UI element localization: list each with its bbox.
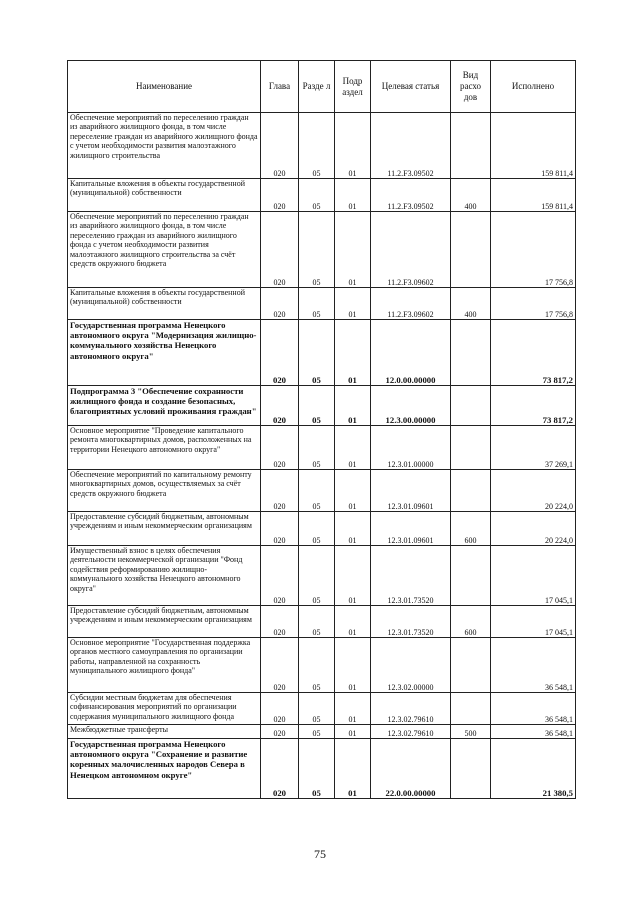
row-section: 05 (299, 638, 335, 693)
table-row (68, 693, 576, 725)
row-target: 11.2.F3.09502 (371, 113, 451, 179)
row-target: 12.3.01.09601 (371, 470, 451, 512)
table-row (68, 320, 576, 386)
row-amount: 159 811,4 (491, 179, 576, 212)
row-chapter: 020 (261, 288, 299, 320)
row-subsection: 01 (335, 638, 371, 693)
row-type (451, 386, 491, 426)
row-subsection: 01 (335, 739, 371, 799)
row-subsection: 01 (335, 546, 371, 606)
row-amount: 36 548,1 (491, 638, 576, 693)
header-target: Целевая статья (371, 61, 451, 113)
row-section: 05 (299, 386, 335, 426)
table-row (68, 288, 576, 320)
table-row (68, 470, 576, 512)
row-section: 05 (299, 113, 335, 179)
row-chapter: 020 (261, 113, 299, 179)
row-target: 12.3.02.79610 (371, 693, 451, 725)
row-section: 05 (299, 546, 335, 606)
row-name: Обеспечение мероприятий по переселению граждан из аварийного жилищного фонда, в том числе переселение граждан из аварийного жилищного фонда с учетом необходимости развития малоэтажного жилищного строительства (68, 113, 261, 179)
table-row (68, 638, 576, 693)
row-subsection: 01 (335, 288, 371, 320)
row-subsection: 01 (335, 113, 371, 179)
row-type (451, 113, 491, 179)
row-amount: 20 224,0 (491, 512, 576, 546)
row-type: 500 (451, 725, 491, 739)
row-amount: 37 269,1 (491, 426, 576, 470)
row-chapter: 020 (261, 512, 299, 546)
row-chapter: 020 (261, 386, 299, 426)
row-amount: 17 045,1 (491, 546, 576, 606)
row-target: 22.0.00.00000 (371, 739, 451, 799)
row-amount: 17 756,8 (491, 212, 576, 288)
row-section: 05 (299, 212, 335, 288)
row-type (451, 470, 491, 512)
header-chapter: Глава (261, 61, 299, 113)
row-amount: 17 045,1 (491, 606, 576, 638)
row-chapter: 020 (261, 320, 299, 386)
row-chapter: 020 (261, 638, 299, 693)
row-subsection: 01 (335, 725, 371, 739)
table-row (68, 546, 576, 606)
page-number: 75 (314, 847, 326, 861)
row-name: Предоставление субсидий бюджетным, автономным учреждениям и иным некоммерческим организациям (68, 512, 261, 546)
row-amount: 159 811,4 (491, 113, 576, 179)
row-chapter: 020 (261, 212, 299, 288)
row-section: 05 (299, 739, 335, 799)
row-type (451, 546, 491, 606)
row-subsection: 01 (335, 470, 371, 512)
row-chapter: 020 (261, 693, 299, 725)
row-name: Капитальные вложения в объекты государственной (муниципальной) собственности (68, 179, 261, 212)
table-row (68, 512, 576, 546)
row-target: 11.2.F3.09602 (371, 288, 451, 320)
row-chapter: 020 (261, 739, 299, 799)
row-section: 05 (299, 320, 335, 386)
row-amount: 73 817,2 (491, 386, 576, 426)
row-target: 12.3.02.79610 (371, 725, 451, 739)
row-section: 05 (299, 179, 335, 212)
row-amount: 21 380,5 (491, 739, 576, 799)
row-section: 05 (299, 426, 335, 470)
row-name: Обеспечение мероприятий по капитальному ремонту многоквартирных домов, осуществляемых за счёт средств окружного бюджета (68, 470, 261, 512)
row-name: Подпрограмма 3 "Обеспечение сохранности жилищного фонда и создание безопасных, благоприятных условий проживания граждан" (68, 386, 261, 426)
row-amount: 17 756,8 (491, 288, 576, 320)
row-target: 12.3.01.73520 (371, 546, 451, 606)
table-row (68, 386, 576, 426)
row-amount: 36 548,1 (491, 725, 576, 739)
table-row (68, 179, 576, 212)
row-type: 400 (451, 179, 491, 212)
row-subsection: 01 (335, 179, 371, 212)
row-name: Государственная программа Ненецкого автономного округа "Сохранение и развитие коренных малочисленных народов Севера в Ненецком автономном округе" (68, 739, 261, 799)
row-subsection: 01 (335, 512, 371, 546)
row-type (451, 426, 491, 470)
row-subsection: 01 (335, 212, 371, 288)
row-chapter: 020 (261, 606, 299, 638)
row-name: Субсидии местным бюджетам для обеспечения софинансирования мероприятий по организации содержания муниципального жилищного фонда (68, 693, 261, 725)
row-subsection: 01 (335, 693, 371, 725)
row-chapter: 020 (261, 470, 299, 512)
header-subsection: Подр аздел (335, 61, 371, 113)
row-chapter: 020 (261, 725, 299, 739)
row-name: Имущественный взнос в целях обеспечения деятельности некоммерческой организации "Фонд содействия реформированию жилищно-коммунального хозяйства Ненецкого автономного округа" (68, 546, 261, 606)
row-chapter: 020 (261, 546, 299, 606)
row-subsection: 01 (335, 426, 371, 470)
row-type: 600 (451, 606, 491, 638)
row-name: Предоставление субсидий бюджетным, автономным учреждениям и иным некоммерческим организациям (68, 606, 261, 638)
row-section: 05 (299, 470, 335, 512)
header-section: Разде л (299, 61, 335, 113)
header-executed: Исполнено (491, 61, 576, 113)
table-row (68, 113, 576, 179)
row-target: 11.2.F3.09502 (371, 179, 451, 212)
row-amount: 73 817,2 (491, 320, 576, 386)
header-type: Вид расхо дов (451, 61, 491, 113)
row-type (451, 212, 491, 288)
row-section: 05 (299, 693, 335, 725)
row-section: 05 (299, 725, 335, 739)
row-name: Государственная программа Ненецкого автономного округа "Модернизация жилищно-коммунального хозяйства Ненецкого автономного округа" (68, 320, 261, 386)
row-target: 12.3.01.09601 (371, 512, 451, 546)
row-section: 05 (299, 606, 335, 638)
budget-table (67, 60, 576, 799)
row-section: 05 (299, 288, 335, 320)
row-type (451, 320, 491, 386)
row-type (451, 638, 491, 693)
row-subsection: 01 (335, 386, 371, 426)
table-row (68, 739, 576, 799)
row-amount: 36 548,1 (491, 693, 576, 725)
row-target: 11.2.F3.09602 (371, 212, 451, 288)
table-row (68, 426, 576, 470)
row-target: 12.3.00.00000 (371, 386, 451, 426)
header-name: Наименование (68, 61, 261, 113)
row-chapter: 020 (261, 179, 299, 212)
row-target: 12.3.01.00000 (371, 426, 451, 470)
row-type: 400 (451, 288, 491, 320)
row-subsection: 01 (335, 606, 371, 638)
row-target: 12.3.01.73520 (371, 606, 451, 638)
row-type (451, 693, 491, 725)
row-name: Основное мероприятие "Проведение капитального ремонта многоквартирных домов, расположенных на территории Ненецкого автономного округа" (68, 426, 261, 470)
row-name: Основное мероприятие "Государственная поддержка органов местного самоуправления по организации работы, направленной на сохранность муниципального жилищного фонда" (68, 638, 261, 693)
row-chapter: 020 (261, 426, 299, 470)
row-subsection: 01 (335, 320, 371, 386)
row-name: Капитальные вложения в объекты государственной (муниципальной) собственности (68, 288, 261, 320)
row-target: 12.0.00.00000 (371, 320, 451, 386)
table-row (68, 725, 576, 739)
row-name: Обеспечение мероприятий по переселению граждан из аварийного жилищного фонда, в том числе переселению граждан из аварийного жилищного фонда с учетом необходимости развития малоэтажного жилищного строительства за счёт средств окружного бюджета (68, 212, 261, 288)
row-name: Межбюджетные трансферты (68, 725, 261, 739)
table-row (68, 606, 576, 638)
row-type: 600 (451, 512, 491, 546)
table-row (68, 212, 576, 288)
table-header-row (68, 61, 576, 113)
row-target: 12.3.02.00000 (371, 638, 451, 693)
row-type (451, 739, 491, 799)
row-section: 05 (299, 512, 335, 546)
row-amount: 20 224,0 (491, 470, 576, 512)
